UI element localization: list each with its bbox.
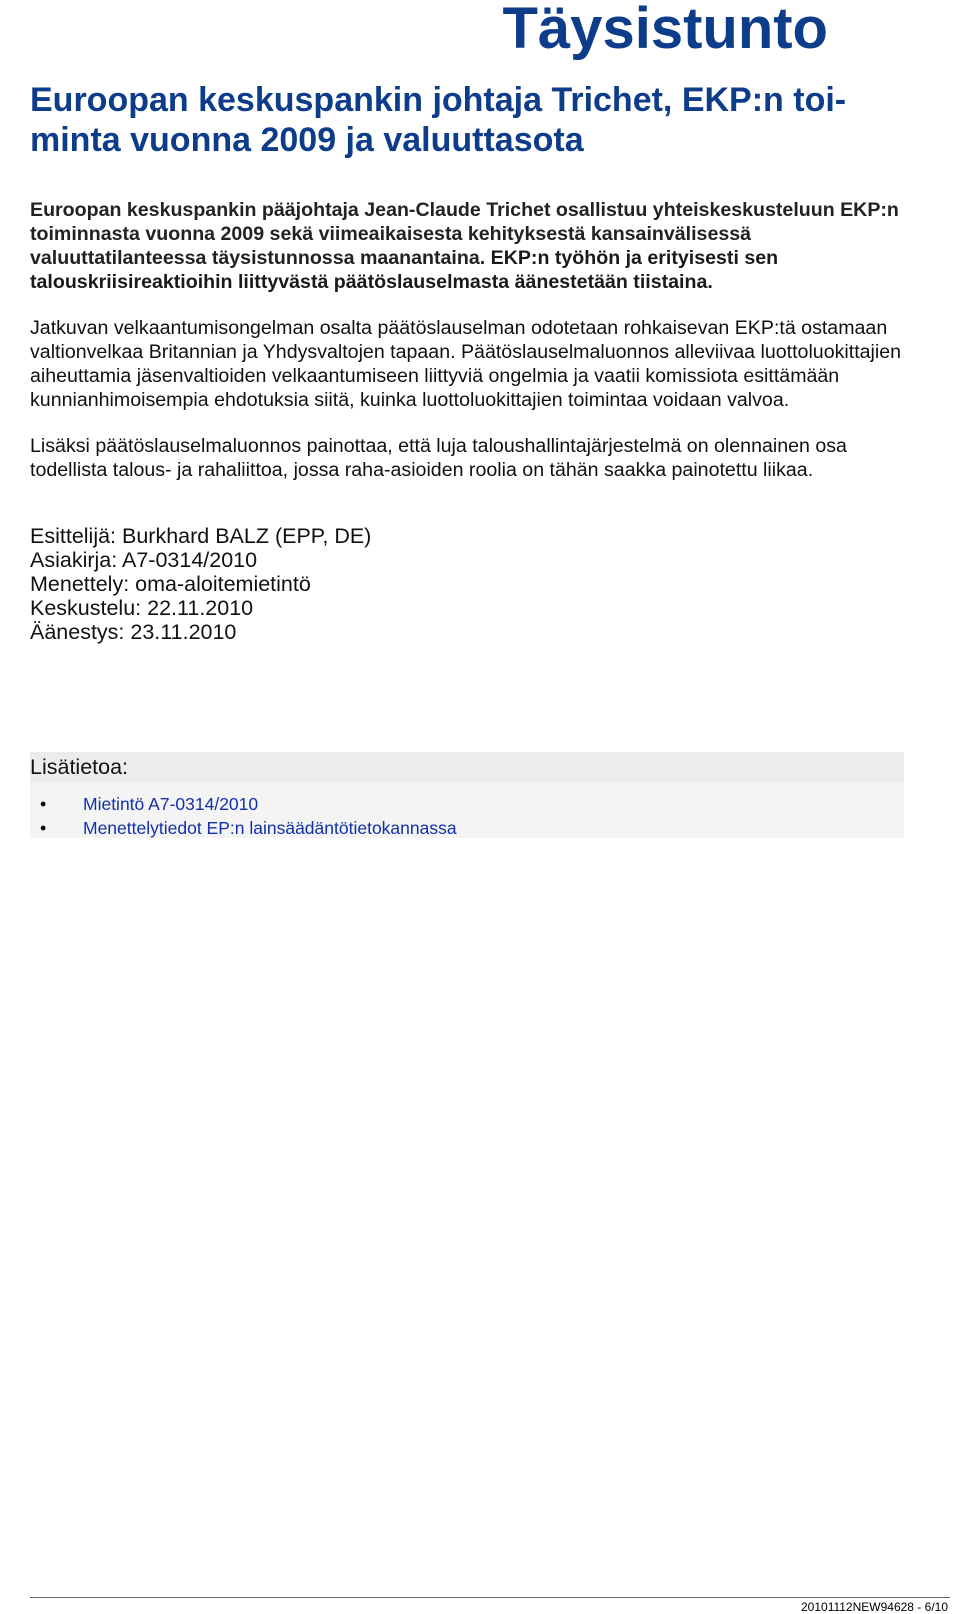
more-info-links (30, 792, 904, 840)
procedure-database-link[interactable]: Menettelytiedot EP:n lainsäädäntötietokannassa (83, 818, 457, 838)
more-info-header: Lisätietoa: (30, 752, 904, 782)
more-info-box (30, 752, 904, 838)
lead-part-1: Euroopan keskuspankin pääjohtaja Jean-Claude Trichet osallistuu yhteiskeskusteluun EKP:n toiminnasta vuonna 2009 sekä viimeaikaisesta kehityksestä kansainvälisessä valuuttatilanteessa täysistunnossa maanantaina. (30, 199, 899, 269)
debate-date: Keskustelu: 22.11.2010 (30, 596, 254, 620)
list-item (30, 816, 904, 840)
body-paragraph-2: Lisäksi päätöslauselmaluonnos painottaa, että luja taloushallintajärjestelmä on olennainen osa todellista talous- ja rahaliittoa, jossa raha-asioiden roolia on tähän saakka painotettu liikaa. (30, 435, 847, 481)
procedure-details (30, 524, 910, 644)
procedure: Menettely: oma-aloitemietintö (30, 572, 311, 596)
bullet-icon: • (40, 818, 47, 838)
report-link[interactable]: Mietintö A7-0314/2010 (83, 794, 259, 814)
body-paragraph-1: Jatkuvan velkaantumisongelman osalta päätöslauselman odotetaan rohkaisevan EKP:tä ostamaan valtionvelkaa Britannian ja Yhdysvaltojen tapaan. Päätöslauselmaluonnos alleviivaa luottoluokittajien aiheuttamia jäsenvaltioiden velkaantumiseen liittyviä ongelmia ja vaatii komissiota esittämään kunnianhimoisempia ehdotuksia siitä, kuinka luottoluokittajien toimintaa voidaan valvoa. (30, 317, 902, 411)
list-item (30, 792, 904, 816)
section-title: Täysistunto (502, 0, 828, 61)
article-title: Euroopan keskuspankin johtaja Trichet, EKP:n toi- minta vuonna 2009 ja valuuttasota (30, 81, 847, 159)
rapporteur: Esittelijä: Burkhard BALZ (EPP, DE) (30, 524, 372, 548)
bullet-icon: • (40, 794, 47, 814)
footer-reference: 20101112NEW94628 - 6/10 (801, 1600, 948, 1614)
footer-divider (30, 1597, 950, 1598)
lead-part-2: EKP:n työhön ja erityisesti sen talouskriisireaktioihin liittyvästä päätöslauselmasta äänestetään tiistaina. (30, 247, 779, 293)
document-reference: Asiakirja: A7-0314/2010 (30, 548, 258, 572)
vote-date: Äänestys: 23.11.2010 (30, 620, 237, 644)
article-body (30, 198, 910, 644)
lead-paragraph (30, 198, 910, 294)
